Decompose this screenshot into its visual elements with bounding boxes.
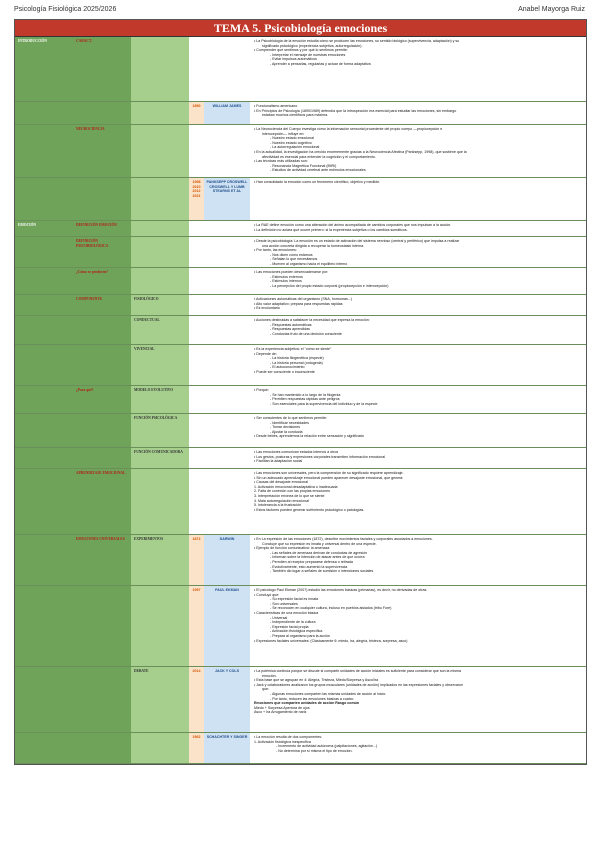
content-cell bbox=[250, 535, 586, 585]
content-line: • En la actualidad, la investigación ha crecido enormemente gracias a la Neurociencia Afectiva (Panksepp, 1998), que sostiene que la bbox=[254, 149, 467, 154]
year-cell: 1872 bbox=[189, 535, 204, 585]
content-line: - Por tanto, reducen las emociones básicas a cuatro: bbox=[270, 696, 354, 701]
content-line: • El psicólogo Paul Ekman (2007) estudió las emociones básicas (primarias), es decir, no derivadas de otras. bbox=[254, 588, 428, 592]
section-cell bbox=[15, 237, 73, 267]
topic-cell: ¿Para qué? bbox=[73, 386, 131, 413]
author-cell: PANKSEPP CROSWELL CROSWELL Y LUMB STEARNS ET AL bbox=[204, 178, 250, 220]
topic-cell: DEFINICIÓN PSICOBIOLÓGICA bbox=[73, 237, 131, 267]
table-row bbox=[15, 586, 586, 667]
content-line: • Alto valor adaptativo: prepara para respuestas rápidas bbox=[254, 301, 343, 306]
table-row bbox=[15, 221, 586, 237]
content-line: • Han consolidado la emoción como un fenómeno científico, objetivo y medible. bbox=[254, 180, 381, 184]
content-line: • La emoción resulta de dos componentes: bbox=[254, 735, 322, 739]
section-cell bbox=[15, 102, 73, 124]
content-line: - La historia personal (ontogenia) bbox=[270, 360, 323, 365]
content-line: - Estímulos internos bbox=[270, 279, 302, 284]
content-cell bbox=[250, 448, 586, 468]
content-line: • Las emociones comunican estados internos a otros bbox=[254, 450, 339, 454]
content-line: - Señalan lo que necesitamos bbox=[270, 257, 318, 262]
content-cell bbox=[250, 733, 586, 763]
content-cell bbox=[250, 178, 586, 220]
content-line: • La Neurociencia del Cuerpo investiga cómo la información sensorial procedente del propio cuerpo —propiocepción e bbox=[254, 127, 443, 131]
content-line: - Son esenciales para la supervivencia del individuo y de la especie bbox=[270, 401, 378, 406]
content-line: - Nos dicen cómo estamos bbox=[270, 252, 313, 257]
content-line: - Resonancia Magnética Funcional (fMRI) bbox=[270, 163, 337, 168]
author-cell: SCHACHTER Y SINGER bbox=[204, 733, 250, 763]
year-cell bbox=[189, 316, 204, 344]
content-line: • Causas del desajuste emocional bbox=[254, 480, 308, 485]
year-cell bbox=[189, 469, 204, 534]
section-cell: EMOCIÓN bbox=[15, 221, 73, 236]
content-cell bbox=[250, 268, 586, 294]
section-cell bbox=[15, 268, 73, 294]
year-cell bbox=[189, 345, 204, 385]
year-cell bbox=[189, 386, 204, 413]
table-row bbox=[15, 125, 586, 178]
author-name: Anabel Mayorga Ruiz bbox=[518, 6, 585, 13]
section-cell bbox=[15, 448, 73, 468]
content-line: - Evolutivamente, esto aumentó la supervivencia bbox=[270, 564, 348, 569]
content-line: • Concluyó que: bbox=[254, 592, 280, 597]
year-cell bbox=[189, 448, 204, 468]
course-name: Psicología Fisiológica 2025/2026 bbox=[14, 6, 117, 13]
content-line: - Estudios de actividad cerebral ante estímulos emocionales bbox=[270, 168, 366, 173]
content-cell bbox=[250, 221, 586, 236]
table-row bbox=[15, 237, 586, 268]
table-row bbox=[15, 733, 586, 764]
content-line: • Activaciones automáticas del organismo (SNA, hormonas...) bbox=[254, 297, 352, 301]
table-row bbox=[15, 448, 586, 469]
subtopic-cell bbox=[131, 125, 189, 177]
content-line: - También dio lugar a señales de sumisión o intenciones sociales bbox=[270, 569, 374, 574]
section-cell bbox=[15, 178, 73, 220]
table-row bbox=[15, 295, 586, 316]
content-line: - La historia filogenética (especie) bbox=[270, 356, 324, 361]
content-line: • Depende de: bbox=[254, 351, 277, 356]
year-cell: 1997 bbox=[189, 586, 204, 666]
content-line: - Incremento de actividad autónoma (palpitaciones, agitación...) bbox=[276, 744, 378, 749]
content-line: • La RAE define emoción como una alteración del ánimo acompañada de cambios corporales que nos impulsan a la acción. bbox=[254, 223, 452, 227]
content-line: - Son universales bbox=[270, 601, 298, 606]
author-cell bbox=[204, 448, 250, 468]
content-cell bbox=[250, 102, 586, 124]
subtopic-cell: VIVENCIAL bbox=[131, 345, 189, 385]
content-line: Emociones que comparten unidades de acción Rasgo común bbox=[254, 701, 360, 706]
content-cell bbox=[250, 237, 586, 267]
table-row bbox=[15, 316, 586, 345]
subtopic-cell: FISIOLÓGICO bbox=[131, 295, 189, 315]
content-line: - Prepara al organismo para la acción bbox=[270, 633, 330, 638]
content-line: • La Psicobiología de la emoción estudia cómo se producen las emociones, su sentido biológico (supervivencia, adaptación) y su bbox=[254, 39, 460, 43]
section-cell bbox=[15, 295, 73, 315]
content-line: 2. Falta de conexión con las propias emociones bbox=[254, 489, 330, 494]
content-line: - Mueven al organismo hacia el equilibrio interno bbox=[270, 261, 348, 266]
year-cell bbox=[189, 237, 204, 267]
content-line: - Conductas fruto de una decisión consciente bbox=[270, 331, 342, 336]
content-line: • Sin un adecuado aprendizaje emocional pueden aparecer desajuste emocional, que genera: bbox=[254, 475, 404, 480]
content-line: 1. Activación fisiológica inespecífica bbox=[254, 739, 311, 744]
section-cell bbox=[15, 535, 73, 585]
topic-cell bbox=[73, 586, 131, 666]
author-cell bbox=[204, 237, 250, 267]
subtopic-cell: CONDUCTUAL bbox=[131, 316, 189, 344]
content-line: • Expresiones faciales universales: (Clásicamente 6: miedo, ira, alegría, tristeza, sorpresa, asco) bbox=[254, 638, 408, 643]
content-line: • Ser conscientes de lo que sentimos permite: bbox=[254, 416, 327, 420]
subtopic-cell bbox=[131, 268, 189, 294]
table-row bbox=[15, 469, 586, 535]
content-line: • Funcionalismo americano bbox=[254, 104, 298, 108]
content-line: • Facilitan la adaptación social bbox=[254, 459, 303, 464]
content-line: - Nuestro estado cognitivo bbox=[270, 140, 312, 145]
content-line: - Expresión facial propia bbox=[270, 624, 309, 629]
content-line: - Se han mantenido a lo largo de la filogenia bbox=[270, 392, 341, 397]
author-cell: PAUL EKMAN bbox=[204, 586, 250, 666]
content-line: 1. Activación emocional desadaptativa o inadecuada bbox=[254, 484, 338, 489]
content-line: Concluye que su expresión es innata y universal dentro de una especie. bbox=[262, 541, 377, 546]
subtopic-cell bbox=[131, 37, 189, 101]
content-line: - Tomar decisiones bbox=[270, 425, 301, 430]
year-cell bbox=[189, 221, 204, 236]
content-cell bbox=[250, 469, 586, 534]
content-line: • Jack y colaboradores analizaron los grupos musculares (unidades de acción) implicados en las expresiones faciales y observaron bbox=[254, 682, 464, 687]
year-cell: 1962 bbox=[189, 733, 204, 763]
table-row bbox=[15, 102, 586, 125]
content-cell bbox=[250, 316, 586, 344]
content-line: • La definición no aclara qué ocurre primero: si la experiencia subjetiva o los cambios somáticos. bbox=[254, 227, 408, 232]
author-cell bbox=[204, 469, 250, 534]
subtopic-cell: FUNCIÓN PSICOLÓGICA bbox=[131, 414, 189, 447]
topic-cell: ¿Cómo se producen? bbox=[73, 268, 131, 294]
content-line: - Respuestas aprendidas bbox=[270, 327, 310, 332]
summary-table bbox=[15, 37, 586, 764]
year-cell bbox=[189, 37, 204, 101]
content-line: - Interpretar el mensaje de nuestras emociones bbox=[270, 52, 346, 57]
content-cell bbox=[250, 345, 586, 385]
content-line: • En La expresión de las emociones (1872), describe movimientos faciales y corporales asociados a emociones. bbox=[254, 537, 433, 541]
topic-cell bbox=[73, 345, 131, 385]
content-cell bbox=[250, 386, 586, 413]
subtopic-cell bbox=[131, 469, 189, 534]
content-line: - No determina por sí misma el tipo de emoción. bbox=[276, 748, 353, 753]
topic-cell: COMPONENTE bbox=[73, 295, 131, 315]
year-cell: 1890 bbox=[189, 102, 204, 124]
content-line: afectividad es esencial para entender la cognición y el comportamiento. bbox=[262, 154, 376, 159]
subtopic-cell: DEBATE bbox=[131, 667, 189, 732]
author-cell: WILLIAM JAMES bbox=[204, 102, 250, 124]
table-row bbox=[15, 535, 586, 586]
content-line: • Estos factores pueden generar sufrimiento psicológico o patologías. bbox=[254, 507, 365, 512]
content-cell bbox=[250, 586, 586, 666]
content-line: • Puede ser consciente o inconsciente bbox=[254, 369, 315, 374]
section-cell bbox=[15, 345, 73, 385]
author-cell bbox=[204, 295, 250, 315]
topic-cell bbox=[73, 448, 131, 468]
topic-cell: NEUROCIENCIA bbox=[73, 125, 131, 177]
content-line: una acción concreta dirigida a recuperar la homeostasis interna. bbox=[262, 243, 365, 248]
topic-cell bbox=[73, 733, 131, 763]
topic-cell: CARACT. bbox=[73, 37, 131, 101]
topic-cell bbox=[73, 102, 131, 124]
content-line: - Identificar necesidades bbox=[270, 420, 309, 425]
content-line: - Universal bbox=[270, 615, 288, 620]
content-line: significado psicológico (experiencia subjetiva, autorregulación). bbox=[262, 43, 363, 48]
content-line: 3. Interpretación errónea de lo que se siente bbox=[254, 493, 325, 498]
content-line: - Evitar impulsos automáticos bbox=[270, 57, 317, 62]
content-cell bbox=[250, 295, 586, 315]
year-cell bbox=[189, 414, 204, 447]
section-cell bbox=[15, 414, 73, 447]
content-line: • En Principios de Psicología (1890/1989) defendía que la introspección era esencial para estudiar las emociones, sin embargo bbox=[254, 108, 457, 113]
content-line: - Permiten respuestas rápidas ante peligros bbox=[270, 397, 340, 402]
topic-cell: APRENDIZAJE EMOCIONAL bbox=[73, 469, 131, 534]
table-row bbox=[15, 178, 586, 221]
section-cell bbox=[15, 316, 73, 344]
subtopic-cell bbox=[131, 586, 189, 666]
content-line: • Los gestos, posturas y expresiones corporales transmiten información emocional bbox=[254, 454, 386, 459]
content-line: - Ajustar la conducta bbox=[270, 429, 303, 434]
content-line: - Aprender a pensarlas, regularlas y actuar de forma adaptativa bbox=[270, 61, 371, 66]
content-line: • Comprender qué sentimos y por qué lo sentimos permite: bbox=[254, 48, 348, 53]
content-line: • Desde bebés, aprendemos la relación entre sensación y significado bbox=[254, 434, 364, 439]
table-row bbox=[15, 345, 586, 386]
author-cell bbox=[204, 37, 250, 101]
content-line: • Acciones destinadas a satisfacer la necesidad que expresa la emoción: bbox=[254, 318, 370, 322]
author-cell bbox=[204, 345, 250, 385]
content-line: - Nuestro estado emocional bbox=[270, 136, 314, 141]
topic-cell bbox=[73, 667, 131, 732]
topic-cell bbox=[73, 414, 131, 447]
table-row bbox=[15, 386, 586, 414]
content-line: - Respuestas automáticas bbox=[270, 322, 312, 327]
topic-cell bbox=[73, 316, 131, 344]
content-line: 5. Intolerancia a la frustración bbox=[254, 503, 302, 508]
section-cell bbox=[15, 733, 73, 763]
author-cell bbox=[204, 221, 250, 236]
content-line: - Informan sobre la intención de atacar antes de que ocurra bbox=[270, 555, 365, 560]
topic-cell: DEFINICIÓN EMOCIÓN bbox=[73, 221, 131, 236]
year-cell: 1998 2010 2012 2021 bbox=[189, 178, 204, 220]
content-line: - La percepción del propio estado corporal (propiocepción e interocepción) bbox=[270, 283, 389, 288]
content-line: que: bbox=[262, 687, 269, 692]
page-header bbox=[14, 6, 585, 18]
subtopic-cell bbox=[131, 178, 189, 220]
author-cell bbox=[204, 268, 250, 294]
content-line: - Las señales de amenaza derivan de conductas de agresión bbox=[270, 550, 368, 555]
topic-cell bbox=[73, 178, 131, 220]
section-cell bbox=[15, 469, 73, 534]
year-cell bbox=[189, 125, 204, 177]
year-cell: 2014 bbox=[189, 667, 204, 732]
content-line: estaban muchos científicos para máxima. bbox=[262, 113, 329, 118]
author-cell bbox=[204, 414, 250, 447]
section-cell bbox=[15, 586, 73, 666]
content-line: - Permiten al receptor prepararse defensa o retirada bbox=[270, 559, 353, 564]
table-row bbox=[15, 667, 586, 733]
content-line: - Se reconocen en cualquier cultura, incluso en pueblos aislados (tribu Fore) bbox=[270, 606, 392, 611]
content-line: • La polémica continúa porque se discute si compartir unidades de acción iniciales es suficiente para considerar que son la misma bbox=[254, 669, 462, 673]
content-line: • Desde la psicobiología: La emoción es un estado de activación del sistema nervioso (central y periférico) que impulsa a realizar bbox=[254, 239, 460, 243]
content-line: • Las emociones pueden desencadenarse por: bbox=[254, 270, 329, 274]
author-cell bbox=[204, 316, 250, 344]
subtopic-cell bbox=[131, 733, 189, 763]
year-cell bbox=[189, 295, 204, 315]
content-line: interocepción— influye en: bbox=[262, 131, 305, 136]
content-line: • Características de una emoción básica bbox=[254, 610, 319, 615]
content-line: - Activación fisiológica específica bbox=[270, 629, 323, 634]
section-cell bbox=[15, 667, 73, 732]
subtopic-cell: MODELO EVOLUTIVO bbox=[131, 386, 189, 413]
table-row bbox=[15, 37, 586, 102]
table-row bbox=[15, 268, 586, 295]
content-line: - El autoconocimiento bbox=[270, 365, 305, 370]
section-cell: INTRODUCCIÓN bbox=[15, 37, 73, 101]
content-cell bbox=[250, 414, 586, 447]
content-line: 4. Mala autorregulación emocional bbox=[254, 498, 309, 503]
content-line: • Porque: bbox=[254, 388, 269, 392]
subtopic-cell bbox=[131, 221, 189, 236]
content-line: Asco + Ira Arrugamiento de nariz bbox=[254, 710, 307, 715]
content-line: • Esta base que se agrupan en 4: Alegría, Tristeza, Miedo/Sorpresa y Asco/Ira bbox=[254, 678, 379, 683]
author-cell bbox=[204, 125, 250, 177]
section-cell bbox=[15, 386, 73, 413]
page-title: TEMA 5. Psicobiología emociones bbox=[15, 20, 586, 37]
content-cell bbox=[250, 37, 586, 101]
author-cell: DARWIN bbox=[204, 535, 250, 585]
content-line: - Estímulos externos bbox=[270, 274, 303, 279]
content-line: • Las emociones son universales, pero la comprensión de su significado requiere aprendizaje. bbox=[254, 471, 404, 475]
content-cell bbox=[250, 125, 586, 177]
content-line: - Su expresión facial es innata bbox=[270, 597, 319, 602]
content-line: • Las técnicas más utilizadas son: bbox=[254, 159, 308, 164]
content-line: - Algunas emociones comparten las mismas unidades de acción al inicio. bbox=[270, 691, 387, 696]
topic-cell: EMOCIONES UNIVERSALES bbox=[73, 535, 131, 585]
subtopic-cell: FUNCIÓN COMUNICADORA bbox=[131, 448, 189, 468]
subtopic-cell: EXPERIMENTOS bbox=[131, 535, 189, 585]
subtopic-cell bbox=[131, 237, 189, 267]
year-cell bbox=[189, 268, 204, 294]
content-line: • Por tanto, las emociones: bbox=[254, 248, 297, 253]
author-cell: JACK Y COLS bbox=[204, 667, 250, 732]
table-row bbox=[15, 414, 586, 448]
content-cell bbox=[250, 667, 586, 732]
author-cell bbox=[204, 386, 250, 413]
summary-sheet bbox=[14, 19, 587, 765]
content-line: Miedo + Sorpresa Apertura de ojos bbox=[254, 705, 310, 710]
content-line: - Independiente de la cultura bbox=[270, 620, 316, 625]
content-line: emoción. bbox=[262, 673, 277, 678]
content-line: • Es involuntario bbox=[254, 306, 280, 311]
content-line: • Es la experiencia subjetiva: el "cómo se siente" bbox=[254, 347, 332, 351]
subtopic-cell bbox=[131, 102, 189, 124]
content-line: - La autorregulación emocional bbox=[270, 145, 320, 150]
content-line: • Ejemplo de función comunicativa: la amenaza bbox=[254, 546, 330, 551]
section-cell bbox=[15, 125, 73, 177]
